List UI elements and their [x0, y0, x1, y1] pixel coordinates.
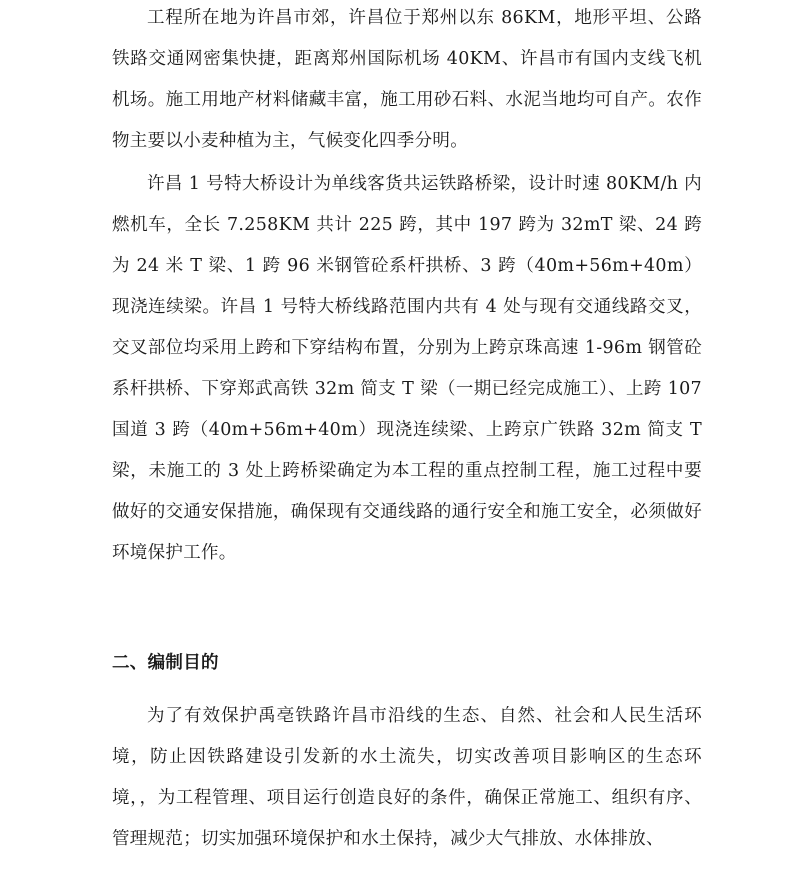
paragraph-project-location: 工程所在地为许昌市郊，许昌位于郑州以东 86KM，地形平坦、公路铁路交通网密集快捷，距离郑州国际机场 40KM、许昌市有国内支线飞机机场。施工用地产材料储藏丰富，施工用砂石料、水泥当地均可自产。农作物主要以小麦种植为主，气候变化四季分明。: [112, 8, 702, 151]
paragraph-bridge-description: 许昌 1 号特大桥设计为单线客货共运铁路桥梁，设计时速 80KM/h 内燃机车，全长 7.258KM 共计 225 跨，其中 197 跨为 32mT 梁、24 跨为 24 米 T 梁、1 跨 96 米钢管砼系杆拱桥、3 跨（40m+56m+40m）现浇连续梁。许昌 1 号特大桥线路范围内共有 4 处与现有交通线路交叉，交叉部位均采用上跨和下穿结构布置，分别为上跨京珠高速 1-96m 钢管砼系杆拱桥、下穿郑武高铁 32m 简支 T 梁（一期已经完成施工）、上跨 107 国道 3 跨（40m+56m+40m）现浇连续梁、上跨京广铁路 32m 简支 T 梁，未施工的 3 处上跨桥梁确定为本工程的重点控制工程，施工过程中要做好的交通安保措施，确保现有交通线路的通行安全和施工安全，必须做好环境保护工作。: [112, 174, 702, 563]
section-heading-purpose: 二、编制目的: [112, 653, 219, 673]
paragraph-purpose: 为了有效保护禹亳铁路许昌市沿线的生态、自然、社会和人民生活环境，防止因铁路建设引发新的水土流失，切实改善项目影响区的生态环境，，为工程管理、项目运行创造良好的条件，确保正常施工、组织有序、管理规范；切实加强环境保护和水土保持，减少大气排放、水体排放、: [112, 706, 702, 849]
